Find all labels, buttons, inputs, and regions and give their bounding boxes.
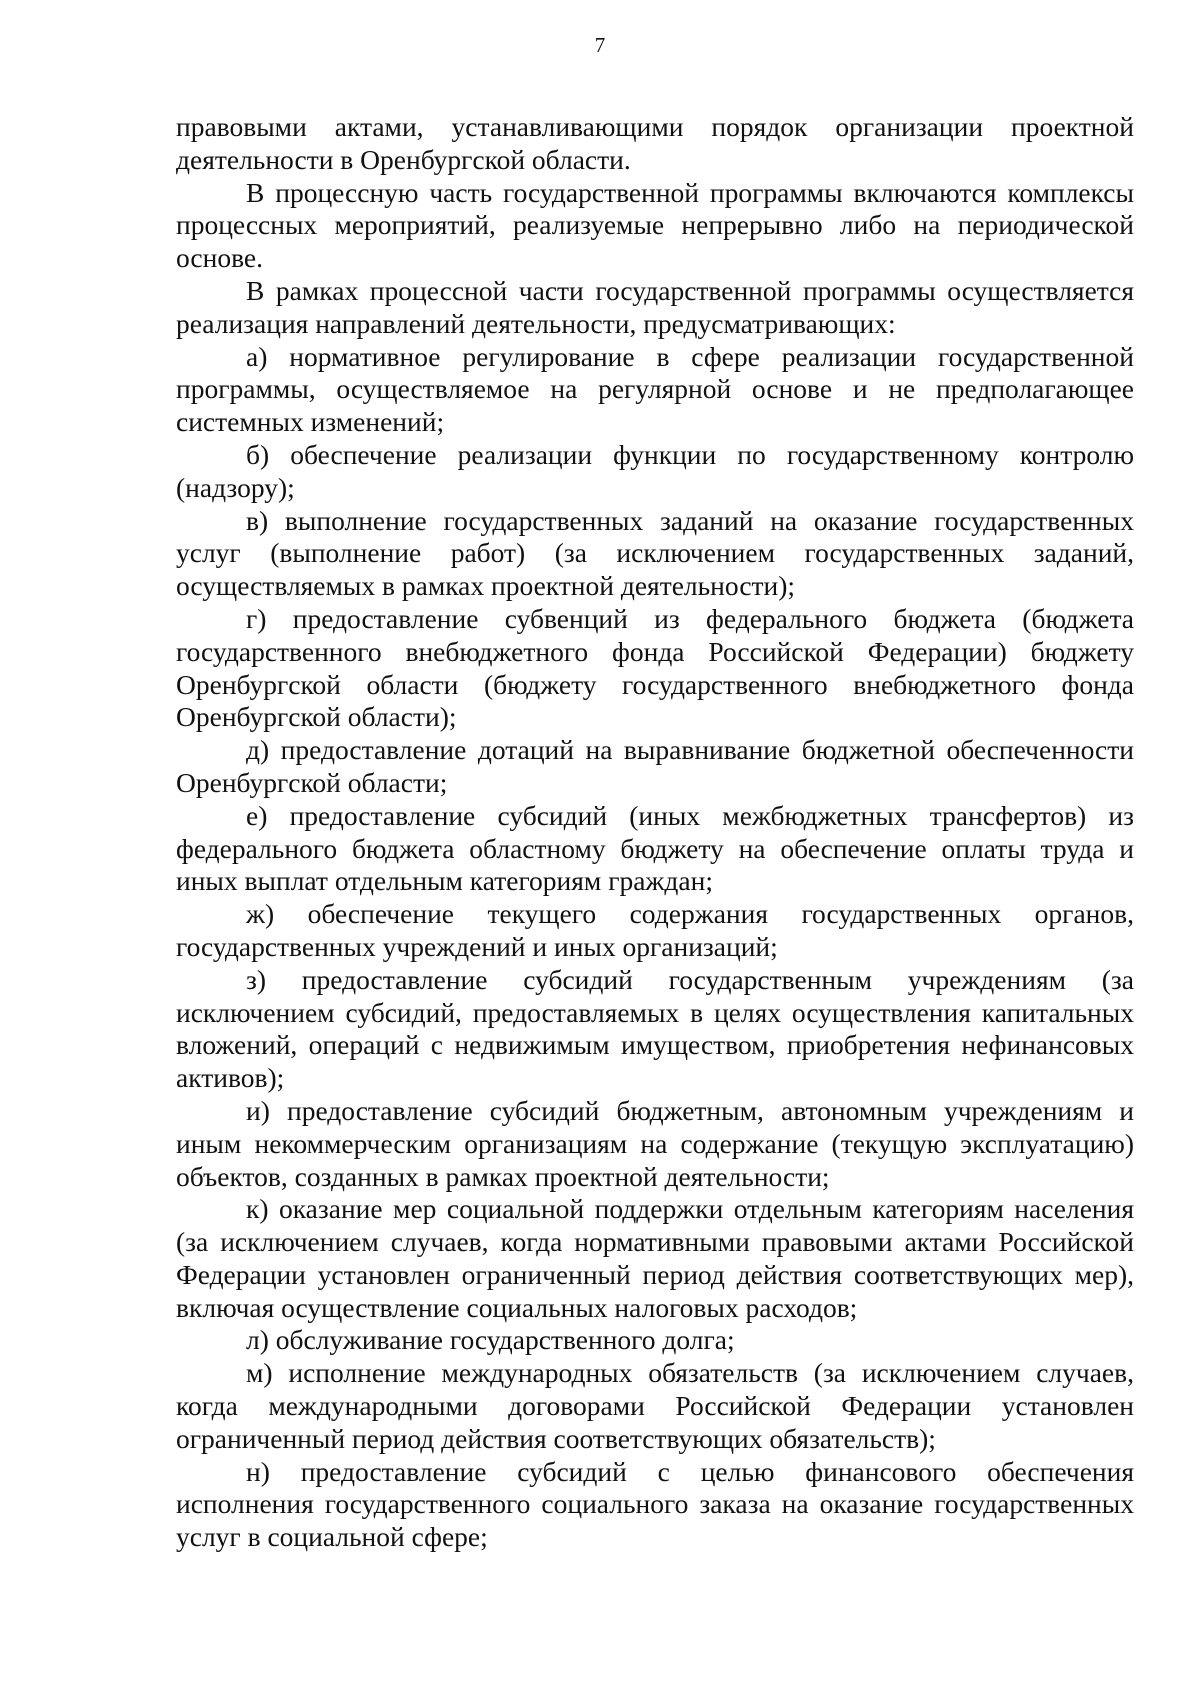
list-item-b: б) обеспечение реализации функции по государственному контролю (надзору); [176,438,1134,503]
list-item-e: е) предоставление субсидий (иных межбюджетных трансфертов) из федерального бюджета областному бюджету на обеспечение оплаты труда и иных выплат отдельным категориям граждан; [176,799,1134,897]
list-item-d: д) предоставление дотаций на выравнивание бюджетной обеспеченности Оренбургской области; [176,734,1134,798]
list-item-a: а) нормативное регулирование в сфере реализации государственной программы, осуществляемое на регулярной основе и не предполагающее системных изменений; [176,340,1134,438]
list-item-n: н) предоставление субсидий с целью финансового обеспечения исполнения государственного социального заказа на оказание государственных услуг в социальной сфере; [176,1455,1134,1553]
list-item-m: м) исполнение международных обязательств (за исключением случаев, когда международными договорами Российской Федерации установлен ограниченный период действия соответствующих обязательств); [176,1357,1134,1454]
list-item-i: и) предоставление субсидий бюджетным, автономным учреждениям и иным некоммерческим организациям на содержание (текущую эксплуатацию) объектов, созданных в рамках проектной деятельности; [176,1094,1134,1192]
list-item-g: г) предоставление субвенций из федерального бюджета (бюджета государственного внебюджетного фонда Российской Федерации) бюджету Оренбургской области (бюджету государственного внебюджетного фонда Оренбургской области); [176,602,1134,733]
paragraph-process-directions: В рамках процессной части государственной программы осуществляется реализация направлений деятельности, предусматривающих: [176,274,1134,339]
list-item-l: л) обслуживание государственного долга; [246,1324,735,1356]
paragraph-process-part: В процессную часть государственной программы включаются комплексы процессных мероприятий, реализуемые непрерывно либо на периодической основе. [176,176,1134,274]
page-number: 7 [594,33,606,57]
list-item-v: в) выполнение государственных заданий на оказание государственных услуг (выполнение работ) (за исключением государственных заданий, осуществляемых в рамках проектной деятельности); [176,504,1134,602]
list-item-k: к) оказание мер социальной поддержки отдельным категориям населения (за исключением случаев, когда нормативными правовыми актами Российской Федерации установлен ограниченный период действия соответствующих мер), включая осуществление социальных налоговых расходов; [176,1193,1134,1323]
list-item-zh: ж) обеспечение текущего содержания государственных органов, государственных учреждений и иных организаций; [176,898,1134,962]
document-body [176,111,1134,1554]
paragraph-continuation: правовыми актами, устанавливающими порядок организации проектной деятельности в Оренбургской области. [176,111,1134,175]
list-item-z: з) предоставление субсидий государственным учреждениям (за исключением субсидий, предоставляемых в целях осуществления капитальных вложений, операций с недвижимым имуществом, приобретения нефинансовых активов); [176,963,1134,1094]
